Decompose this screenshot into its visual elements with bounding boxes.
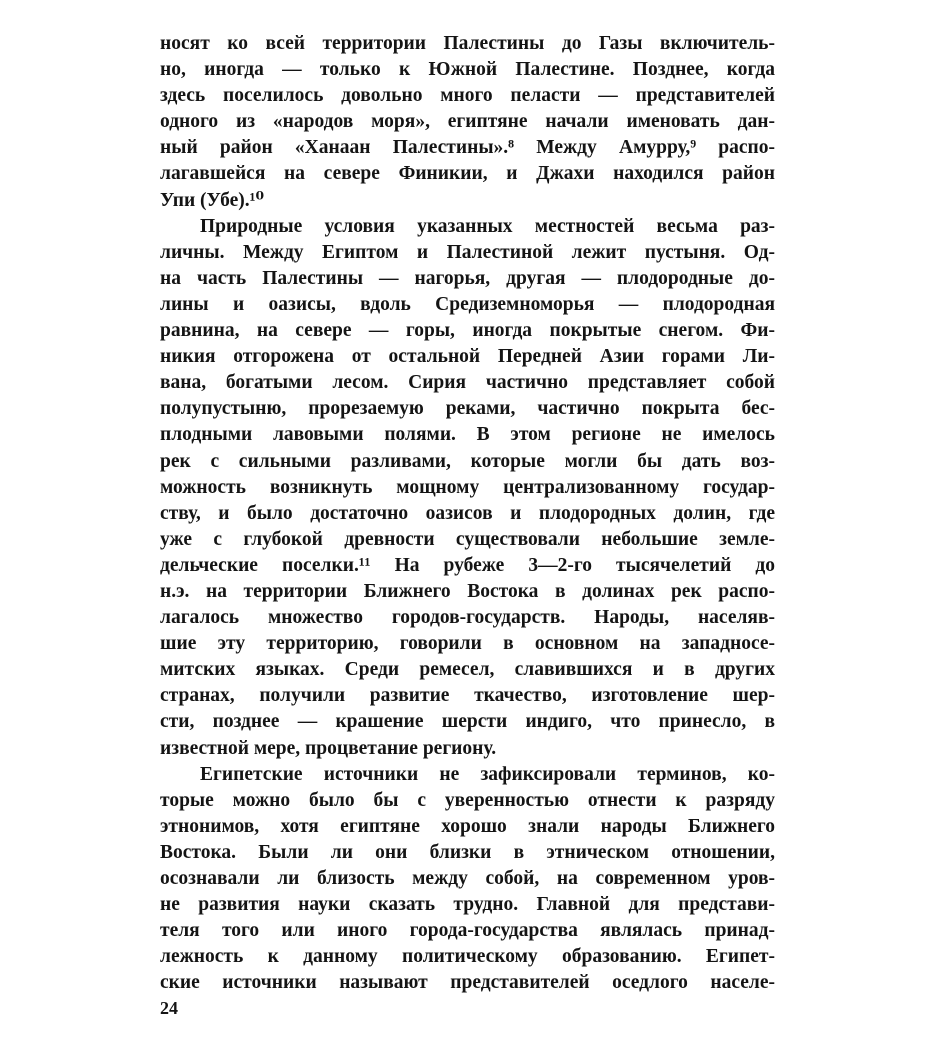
text-line: не развития науки сказать трудно. Главной для представи- [160, 894, 775, 916]
text-line: полупустыню, прорезаемую реками, частично покрыта бес- [160, 398, 775, 420]
text-line: лагалось множество городов-государств. Народы, населяв- [160, 607, 775, 629]
text-line: лагавшейся на севере Финикии, и Джахи находился район [160, 163, 775, 185]
text-line: равнина, на севере — горы, иногда покрытые снегом. Фи- [160, 320, 775, 342]
text-line: на часть Палестины — нагорья, другая — плодородные до- [160, 267, 775, 289]
text-line: плодными лавовыми полями. В этом регионе не имелось [160, 424, 775, 446]
text-line: Упи (Убе).¹⁰ [160, 189, 265, 211]
text-line: лежность к данному политическому образованию. Египет- [160, 946, 775, 968]
text-line: лины и оазисы, вдоль Средиземноморья — плодородная [160, 293, 775, 315]
text-line: н.э. на территории Ближнего Востока в долинах рек распо- [160, 580, 775, 602]
text-line: шие эту территорию, говорили в основном на западносе- [160, 633, 775, 655]
text-line: можность возникнуть мощному централизованному государ- [160, 476, 775, 498]
text-line: митских языках. Среди ремесел, славившихся и в других [160, 659, 775, 681]
text-line: дельческие поселки.¹¹ На рубеже 3—2-го тысячелетий до [160, 554, 775, 576]
text-line: одного из «народов моря», египтяне начали именовать дан- [160, 111, 775, 133]
text-line: этнонимов, хотя египтяне хорошо знали народы Ближнего [160, 815, 775, 837]
text-line: здесь поселилось довольно много пеласти — представителей [160, 85, 775, 107]
text-line: но, иногда — только к Южной Палестине. Позднее, когда [160, 59, 775, 81]
text-line: рек с сильными разливами, которые могли бы дать воз- [160, 450, 775, 472]
text-line: ские источники называют представителей оседлого населе- [160, 972, 775, 994]
text-line: странах, получили развитие ткачество, изготовление шер- [160, 685, 775, 707]
paragraph-first-line: Египетские источники не зафиксировали терминов, ко- [200, 763, 775, 785]
text-line: ству, и было достаточно оазисов и плодородных долин, где [160, 502, 775, 524]
text-line: Востока. Были ли они близки в этническом отношении, [160, 841, 775, 863]
book-page-text [160, 31, 775, 996]
text-line: сти, позднее — крашение шерсти индиго, что принесло, в [160, 711, 775, 733]
text-line: уже с глубокой древности существовали небольшие земле- [160, 528, 775, 550]
paragraph-first-line: Природные условия указанных местностей весьма раз- [200, 215, 775, 237]
text-line: ный район «Ханаан Палестины».⁸ Между Амурру,⁹ распо- [160, 137, 775, 159]
text-line: теля того или иного города-государства являлась принад- [160, 920, 775, 942]
text-line: вана, богатыми лесом. Сирия частично представляет собой [160, 372, 775, 394]
page-number: 24 [160, 998, 178, 1018]
text-line: известной мере, процветание региону. [160, 737, 497, 759]
text-line: никия отгорожена от остальной Передней Азии горами Ли- [160, 346, 775, 368]
text-line: осознавали ли близость между собой, на современном уров- [160, 868, 775, 889]
text-line: личны. Между Египтом и Палестиной лежит пустыня. Од- [160, 241, 775, 263]
text-line: носят ко всей территории Палестины до Газы включитель- [160, 33, 775, 54]
text-line: торые можно было бы с уверенностью отнести к разряду [160, 789, 775, 811]
